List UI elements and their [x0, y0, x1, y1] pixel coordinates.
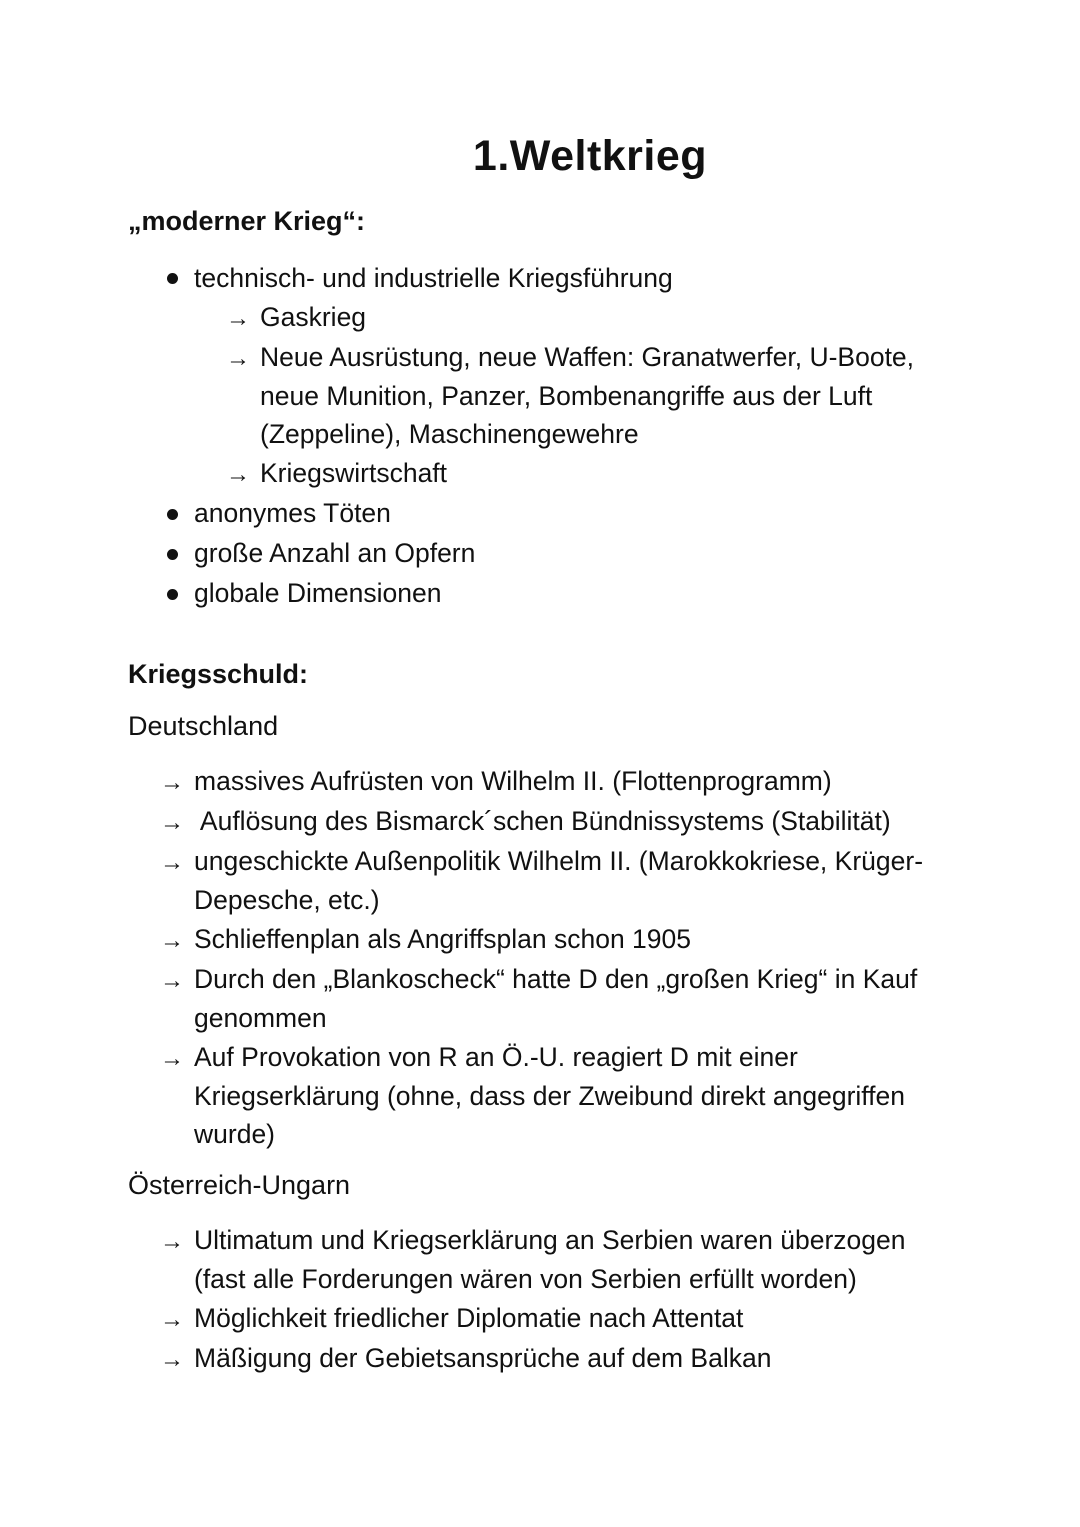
arrow-right-icon: →	[160, 967, 184, 994]
arrow-right-icon: →	[160, 1228, 184, 1255]
arrow-item: → Kriegswirtschaft	[226, 454, 447, 494]
arrow-item: → massives Aufrüsten von Wilhelm II. (Flottenprogramm)	[160, 762, 832, 802]
arrow-item: → Neue Ausrüstung, neue Waffen: Granatwerfer, U-Boote,	[226, 338, 914, 378]
arrow-item-continuation: neue Munition, Panzer, Bombenangriffe aus der Luft	[260, 381, 873, 411]
arrow-item: → Schlieffenplan als Angriffsplan schon 1905	[160, 920, 691, 960]
arrow-right-icon: →	[226, 305, 250, 332]
arrow-right-icon: →	[226, 461, 250, 488]
arrow-item: → Ultimatum und Kriegserklärung an Serbien waren überzogen	[160, 1221, 905, 1261]
subheading-oesterreich-ungarn: Österreich-Ungarn	[128, 1170, 351, 1200]
arrow-item: → Mäßigung der Gebietsansprüche auf dem Balkan	[160, 1339, 771, 1379]
bullet-icon	[167, 549, 178, 560]
arrow-item-continuation: genommen	[194, 1003, 327, 1033]
section-heading-kriegsschuld: Kriegsschuld:	[128, 659, 309, 689]
arrow-item-continuation: (fast alle Forderungen wären von Serbien erfüllt worden)	[194, 1264, 857, 1294]
arrow-right-icon: →	[160, 1045, 184, 1072]
arrow-right-icon: →	[160, 849, 184, 876]
arrow-item-continuation: Kriegserklärung (ohne, dass der Zweibund direkt angegriffen	[194, 1081, 906, 1111]
arrow-item: → ungeschickte Außenpolitik Wilhelm II. (Marokkokriese, Krüger-	[160, 842, 923, 882]
arrow-item: → Auflösung des Bismarck´schen Bündnissystems (Stabilität)	[160, 802, 891, 842]
arrow-item-continuation: (Zeppeline), Maschinengewehre	[260, 419, 639, 449]
list-item: technisch- und industrielle Kriegsführung	[194, 263, 673, 293]
arrow-item: → Gaskrieg	[226, 298, 366, 338]
arrow-right-icon: →	[160, 927, 184, 954]
list-item: große Anzahl an Opfern	[194, 538, 476, 568]
bullet-icon	[167, 509, 178, 520]
arrow-item-continuation: wurde)	[194, 1119, 276, 1149]
arrow-item-continuation: Depesche, etc.)	[194, 885, 380, 915]
bullet-icon	[167, 589, 178, 600]
arrow-item: → Durch den „Blankoscheck“ hatte D den „großen Krieg“ in Kauf	[160, 960, 917, 1000]
arrow-right-icon: →	[160, 1346, 184, 1373]
arrow-right-icon: →	[160, 809, 184, 836]
list-item: anonymes Töten	[194, 498, 391, 528]
section-heading-moderner-krieg: „moderner Krieg“:	[128, 206, 366, 236]
arrow-right-icon: →	[160, 769, 184, 796]
arrow-right-icon: →	[160, 1306, 184, 1333]
list-item: globale Dimensionen	[194, 578, 442, 608]
page-title: 1.Weltkrieg	[472, 132, 708, 180]
subheading-deutschland: Deutschland	[128, 711, 279, 741]
arrow-item: → Möglichkeit friedlicher Diplomatie nach Attentat	[160, 1299, 743, 1339]
bullet-icon	[167, 273, 178, 284]
arrow-right-icon: →	[226, 345, 250, 372]
arrow-item: → Auf Provokation von R an Ö.-U. reagiert D mit einer	[160, 1038, 798, 1078]
